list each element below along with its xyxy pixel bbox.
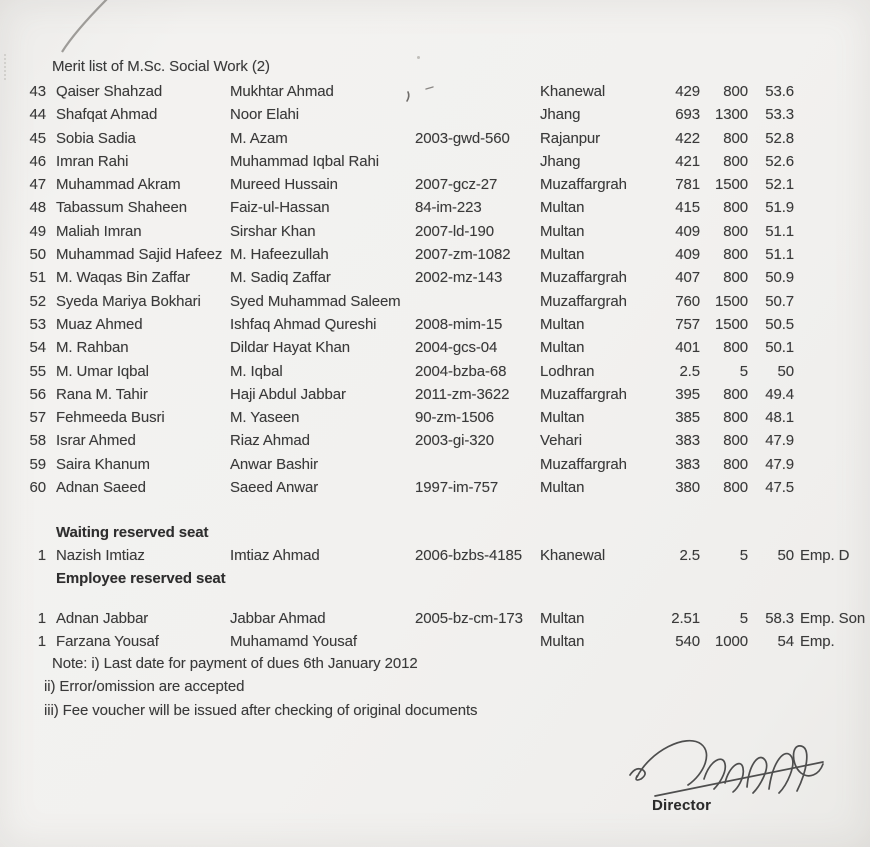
cell-father: M. Sadiq Zaffar (230, 269, 331, 287)
cell-city: Muzaffargrah (540, 455, 627, 473)
cell-no: 45 (29, 129, 46, 147)
cell-city: Muzaffargrah (540, 385, 627, 403)
cell-name: Muaz Ahmed (56, 315, 143, 333)
cell-pct: 50.1 (765, 339, 794, 357)
cell-name: Farzana Yousaf (56, 633, 159, 651)
cell-father: Ishfaq Ahmad Qureshi (230, 315, 377, 333)
cell-father: Muhamamd Yousaf (230, 633, 357, 651)
cell-name: Tabassum Shaheen (56, 199, 187, 217)
cell-city: Multan (540, 222, 585, 240)
cell-pct: 51.1 (765, 246, 794, 264)
cell-reg (415, 80, 540, 103)
cell-name: Muhammad Akram (56, 176, 181, 194)
cell-name: Sobia Sadia (56, 129, 136, 147)
cell-name: M. Rahban (56, 339, 129, 357)
cell-remark (794, 150, 870, 173)
cell-total: 5 (739, 362, 748, 380)
employee-section-heading: Employee reserved seat (56, 570, 226, 587)
cell-father: Mureed Hussain (230, 176, 338, 194)
table-row (0, 453, 870, 476)
cell-reg: 2003-gwd-560 (415, 129, 510, 147)
cell-city: Multan (540, 479, 585, 497)
cell-no: 1 (37, 610, 46, 627)
table-row (0, 266, 870, 289)
table-row (0, 429, 870, 452)
cell-city: Multan (540, 246, 585, 264)
cell-total: 800 (723, 152, 748, 170)
table-row (0, 607, 870, 630)
table-row (0, 173, 870, 196)
cell-marks: 407 (675, 269, 700, 287)
cell-name: Saira Khanum (56, 455, 150, 473)
cell-marks: 409 (675, 246, 700, 264)
cell-father: Sirshar Khan (230, 222, 316, 240)
cell-marks: 760 (675, 292, 700, 310)
cell-remark: Emp. D (800, 547, 850, 564)
cell-reg (415, 453, 540, 476)
cell-pct: 53.3 (765, 106, 794, 124)
cell-father: Anwar Bashir (230, 455, 319, 473)
cell-city: Multan (540, 610, 585, 627)
cell-marks: 385 (675, 409, 700, 427)
cell-city: Muzaffargrah (540, 269, 627, 287)
cell-marks: 540 (675, 633, 700, 651)
cell-city: Multan (540, 409, 585, 427)
cell-marks: 415 (675, 199, 700, 217)
cell-no: 59 (29, 455, 46, 473)
cell-marks: 2.51 (671, 610, 700, 627)
note-line-3: iii) Fee voucher will be issued after checking of original documents (44, 701, 478, 719)
cell-city: Khanewal (540, 547, 606, 564)
cell-pct: 48.1 (765, 409, 794, 427)
cell-total: 1500 (715, 292, 748, 310)
table-row (0, 360, 870, 383)
cell-father: Noor Elahi (230, 106, 300, 124)
cell-pct: 47.9 (765, 432, 794, 450)
director-label: Director (652, 797, 712, 814)
cell-no: 1 (37, 633, 46, 651)
cell-father: M. Hafeezullah (230, 246, 329, 264)
cell-pct: 50 (777, 362, 794, 380)
cell-total: 800 (723, 199, 748, 217)
cell-pct: 58.3 (765, 610, 794, 627)
cell-no: 57 (29, 409, 46, 427)
cell-reg: 1997-im-757 (415, 479, 499, 497)
scan-speck (417, 56, 420, 59)
table-row (0, 336, 870, 359)
cell-remark (794, 220, 870, 243)
cell-name: Adnan Jabbar (56, 610, 149, 627)
cell-remark (794, 360, 870, 383)
cell-remark (794, 453, 870, 476)
cell-father: Syed Muhammad Saleem (230, 292, 401, 310)
cell-father: Dildar Hayat Khan (230, 339, 351, 357)
cell-reg: 2004-bzba-68 (415, 362, 507, 380)
merit-list-table (0, 80, 870, 499)
cell-total: 800 (723, 385, 748, 403)
cell-remark (794, 127, 870, 150)
cell-name: M. Waqas Bin Zaffar (56, 269, 190, 287)
notes-block (44, 652, 477, 722)
cell-total: 800 (723, 455, 748, 473)
table-row (0, 544, 870, 567)
cell-name: Adnan Saeed (56, 479, 146, 497)
cell-total: 800 (723, 246, 748, 264)
cell-total: 800 (723, 129, 748, 147)
cell-reg: 2003-gi-320 (415, 432, 494, 450)
cell-pct: 50.9 (765, 269, 794, 287)
cell-name: Fehmeeda Busri (56, 409, 165, 427)
cell-reg (415, 290, 540, 313)
cell-father: Riaz Ahmad (230, 432, 310, 450)
cell-remark (794, 336, 870, 359)
cell-reg: 2007-zm-1082 (415, 246, 511, 264)
table-row (0, 196, 870, 219)
cell-city: Muzaffargrah (540, 292, 627, 310)
cell-total: 800 (723, 339, 748, 357)
cell-pct: 53.6 (765, 83, 794, 100)
cell-no: 53 (29, 315, 46, 333)
cell-remark (794, 173, 870, 196)
cell-reg (415, 630, 540, 653)
table-row (0, 103, 870, 126)
cell-name: Rana M. Tahir (56, 385, 148, 403)
cell-name: Nazish Imtiaz (56, 547, 145, 564)
cell-remark (794, 429, 870, 452)
cell-total: 800 (723, 222, 748, 240)
cell-city: Khanewal (540, 83, 606, 100)
cell-father: Haji Abdul Jabbar (230, 385, 346, 403)
cell-reg: 2008-mim-15 (415, 315, 503, 333)
cell-no: 56 (29, 385, 46, 403)
cell-city: Multan (540, 199, 585, 217)
cell-father: Muhammad Iqbal Rahi (230, 152, 380, 170)
cell-city: Jhang (540, 152, 581, 170)
cell-father: M. Iqbal (230, 362, 283, 380)
table-row (0, 220, 870, 243)
cell-pct: 51.1 (765, 222, 794, 240)
cell-reg: 2007-ld-190 (415, 222, 494, 240)
cell-city: Multan (540, 339, 585, 357)
cell-total: 5 (739, 610, 748, 627)
cell-remark (794, 196, 870, 219)
waiting-section-heading: Waiting reserved seat (56, 524, 209, 541)
cell-pct: 49.4 (765, 385, 794, 403)
cell-reg: 2006-bzbs-4185 (415, 547, 523, 564)
cell-reg (415, 103, 540, 126)
cell-total: 1300 (715, 106, 748, 124)
cell-father: Faiz-ul-Hassan (230, 199, 330, 217)
cell-city: Rajanpur (540, 129, 601, 147)
cell-remark (794, 243, 870, 266)
cell-pct: 50.5 (765, 315, 794, 333)
signature-scribble (600, 731, 828, 809)
cell-father: Mukhtar Ahmad (230, 83, 334, 100)
scan-edge-marks (4, 54, 6, 80)
cell-remark (794, 103, 870, 126)
cell-name: Syeda Mariya Bokhari (56, 292, 201, 310)
cell-reg: 84-im-223 (415, 199, 482, 217)
cell-marks: 421 (675, 152, 700, 170)
cell-pct: 52.8 (765, 129, 794, 147)
table-row (0, 290, 870, 313)
cell-pct: 47.5 (765, 479, 794, 497)
cell-pct: 51.9 (765, 199, 794, 217)
cell-marks: 380 (675, 479, 700, 497)
cell-pct: 50.7 (765, 292, 794, 310)
cell-name: Israr Ahmed (56, 432, 136, 450)
cell-father: Jabbar Ahmad (230, 610, 326, 627)
table-row (0, 313, 870, 336)
cell-marks: 2.5 (679, 547, 700, 564)
cell-city: Jhang (540, 106, 581, 124)
cell-marks: 395 (675, 385, 700, 403)
cell-no: 51 (29, 269, 46, 287)
cell-name: M. Umar Iqbal (56, 362, 149, 380)
cell-marks: 383 (675, 455, 700, 473)
cell-no: 54 (29, 339, 46, 357)
scan-fold-line (0, 0, 130, 60)
table-row (0, 406, 870, 429)
cell-total: 1000 (715, 633, 748, 651)
employee-table (0, 607, 870, 654)
table-row (0, 80, 870, 103)
cell-no: 46 (29, 152, 46, 170)
cell-no: 58 (29, 432, 46, 450)
table-row (0, 150, 870, 173)
cell-remark (794, 80, 870, 103)
cell-marks: 781 (675, 176, 700, 194)
table-row (0, 243, 870, 266)
cell-marks: 409 (675, 222, 700, 240)
table-row (0, 476, 870, 499)
cell-no: 50 (29, 246, 46, 264)
cell-reg (415, 150, 540, 173)
waiting-table (0, 544, 870, 567)
cell-total: 5 (739, 547, 748, 564)
cell-reg: 2002-mz-143 (415, 269, 503, 287)
cell-marks: 2.5 (679, 362, 700, 380)
cell-total: 1500 (715, 176, 748, 194)
cell-city: Muzaffargrah (540, 176, 627, 194)
cell-father: M. Azam (230, 129, 288, 147)
cell-total: 800 (723, 432, 748, 450)
cell-remark (794, 266, 870, 289)
cell-no: 49 (29, 222, 46, 240)
cell-father: Imtiaz Ahmad (230, 547, 320, 564)
cell-marks: 401 (675, 339, 700, 357)
cell-no: 1 (37, 547, 46, 564)
cell-marks: 422 (675, 129, 700, 147)
cell-pct: 52.1 (765, 176, 794, 194)
cell-name: Shafqat Ahmad (56, 106, 158, 124)
cell-remark (794, 406, 870, 429)
cell-no: 44 (29, 106, 46, 124)
page-title: Merit list of M.Sc. Social Work (2) (52, 58, 270, 75)
cell-city: Lodhran (540, 362, 595, 380)
cell-marks: 429 (675, 83, 700, 100)
cell-total: 800 (723, 409, 748, 427)
cell-reg: 2004-gcs-04 (415, 339, 498, 357)
cell-marks: 693 (675, 106, 700, 124)
cell-total: 800 (723, 479, 748, 497)
cell-pct: 47.9 (765, 455, 794, 473)
cell-no: 48 (29, 199, 46, 217)
cell-marks: 757 (675, 315, 700, 333)
cell-total: 800 (723, 83, 748, 100)
cell-pct: 54 (777, 633, 794, 651)
cell-reg: 90-zm-1506 (415, 409, 495, 427)
cell-remark: Emp. (800, 633, 835, 651)
cell-no: 43 (29, 83, 46, 100)
table-row (0, 127, 870, 150)
note-line-2: ii) Error/omission are accepted (44, 678, 245, 696)
cell-no: 55 (29, 362, 46, 380)
cell-pct: 52.6 (765, 152, 794, 170)
cell-no: 60 (29, 479, 46, 497)
cell-total: 1500 (715, 315, 748, 333)
cell-remark (794, 313, 870, 336)
cell-father: M. Yaseen (230, 409, 300, 427)
cell-city: Multan (540, 315, 585, 333)
cell-city: Vehari (540, 432, 582, 450)
cell-remark (794, 476, 870, 499)
note-line-1: Note: i) Last date for payment of dues 6th January 2012 (52, 655, 418, 672)
cell-name: Imran Rahi (56, 152, 129, 170)
cell-name: Qaiser Shahzad (56, 83, 163, 100)
cell-remark (794, 290, 870, 313)
cell-remark (794, 383, 870, 406)
table-row (0, 383, 870, 406)
cell-remark: Emp. Son (800, 610, 866, 627)
cell-city: Multan (540, 633, 585, 651)
cell-no: 47 (29, 176, 46, 194)
cell-marks: 383 (675, 432, 700, 450)
cell-pct: 50 (777, 547, 794, 564)
cell-name: Muhammad Sajid Hafeez (56, 246, 223, 264)
cell-name: Maliah Imran (56, 222, 142, 240)
cell-reg: 2007-gcz-27 (415, 176, 498, 194)
table-row (0, 630, 870, 653)
cell-reg: 2011-zm-3622 (415, 385, 510, 403)
cell-father: Saeed Anwar (230, 479, 319, 497)
cell-total: 800 (723, 269, 748, 287)
cell-no: 52 (29, 292, 46, 310)
cell-reg: 2005-bz-cm-173 (415, 610, 523, 627)
